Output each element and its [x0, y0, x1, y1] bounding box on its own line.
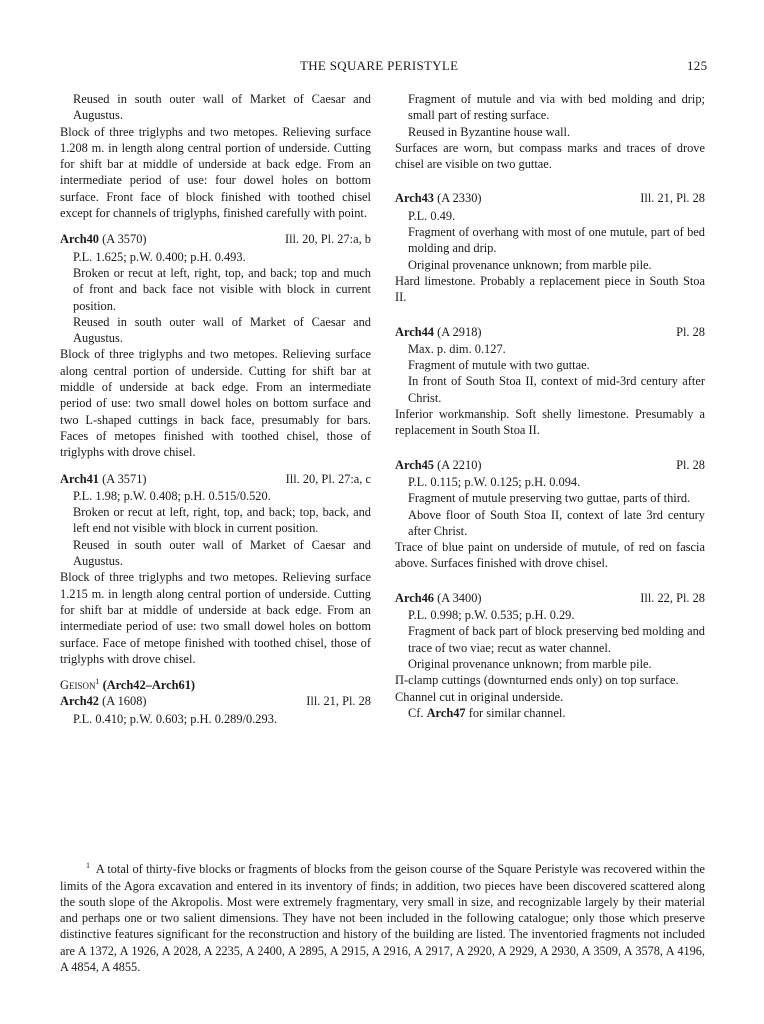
- entry-description: Fragment of mutule preserving two guttae, parts of third.: [408, 491, 691, 506]
- footnote-text: A total of thirty-five blocks or fragments of blocks from the geison course of the Square Peristyle was recovered within the limits of the Agora excavation and entered in its inventory of finds; in addition, two pieces have been discovered scattered along the south slope of the Akropolis. Most were extremely fragmentary, very small in size, and recognizable largely by their material and perhaps one or two salient dimensions. They have not been included in the following catalogue; only those which preserve distinctive features significant for the reconstruction and history of the building are listed. The inventoried fragments not included are A 1372, A 1926, A 2028, A 2235, A 2400, A 2895, A 2915, A 2916, A 2917, A 2920, A 2929, A 2930, A 3509, A 3578, A 4196, A 4854, A 4855.: [60, 862, 705, 975]
- catalogue-id: Arch43: [395, 191, 435, 206]
- plate-reference: Ill. 22, Pl. 28: [640, 590, 705, 605]
- cf-prefix: Cf.: [408, 705, 424, 720]
- entry-condition: Broken or recut at left, right, top, and back; top and much of front and back face not visible with block in current position.: [73, 265, 371, 313]
- catalogue-heading-arch46: [395, 590, 705, 606]
- section-label: Geison: [60, 678, 96, 693]
- entry-remarks: Channel cut in original underside.: [395, 689, 564, 704]
- plate-reference: Ill. 20, Pl. 27:a, c: [285, 471, 371, 486]
- entry-remarks: Surfaces are worn, but compass marks and traces of drove chisel are visible on two guttae.: [395, 140, 705, 172]
- inventory-number: (A 2210): [437, 457, 482, 472]
- entry-dimensions: P.L. 0.410; p.W. 0.603; p.H. 0.289/0.293.: [73, 711, 277, 726]
- plate-reference: Ill. 21, Pl. 28: [640, 191, 705, 206]
- footnote: [60, 861, 705, 975]
- entry-description: Block of three triglyphs and two metopes. Relieving surface 1.208 m. in length along central portion of underside. Cutting for shift bar at middle of underside at back edge. From an intermediate period of use: four dowel holes on bottom surface. Front face of block finished with toothed chisel except for channels of triglyphs, finished carefully with point.: [60, 124, 371, 221]
- inventory-number: (A 1608): [102, 694, 147, 709]
- entry-reuse: Reused in south outer wall of Market of Caesar and Augustus.: [73, 537, 371, 569]
- entry-dimensions: P.L. 1.625; p.W. 0.400; p.H. 0.493.: [73, 249, 246, 264]
- catalogue-id: Arch46: [395, 590, 435, 605]
- entry-remarks: Π-clamp cuttings (downturned ends only) on top surface.: [395, 673, 679, 688]
- inventory-number: (A 2918): [437, 324, 482, 339]
- plate-reference: Ill. 21, Pl. 28: [306, 694, 371, 709]
- inventory-number: (A 3400): [437, 590, 482, 605]
- entry-reuse: Reused in south outer wall of Market of Caesar and Augustus.: [73, 92, 371, 123]
- catalogue-id: Arch45: [395, 457, 435, 472]
- catalogue-id: Arch44: [395, 324, 435, 339]
- entry-dimensions: Max. p. dim. 0.127.: [408, 341, 506, 356]
- left-column: [60, 91, 371, 727]
- section-heading-geison: [60, 677, 371, 693]
- catalogue-heading-arch42: [60, 693, 371, 709]
- entry-provenance: In front of South Stoa II, context of mid-3rd century after Christ.: [408, 374, 705, 405]
- entry-remarks: Hard limestone. Probably a replacement piece in South Stoa II.: [395, 273, 705, 305]
- entry-dimensions: P.L. 0.998; p.W. 0.535; p.H. 0.29.: [408, 608, 575, 623]
- cf-suffix: for similar channel.: [468, 705, 566, 720]
- catalogue-heading-arch45: [395, 457, 705, 473]
- entry-provenance: Original provenance unknown; from marble pile.: [408, 257, 652, 272]
- entry-description: Block of three triglyphs and two metopes. Relieving surface along central portion of underside. Cutting for shift bar at middle of underside at back edge. From an intermediate period of use: two small dowel holes on bottom surface and two L-shaped cuttings in back face, presumably for bars. Faces of metopes finished with toothed chisel, those of triglyphs with drove chisel.: [60, 347, 371, 460]
- page-number: 125: [687, 58, 708, 73]
- catalogue-heading-arch40: [60, 231, 371, 247]
- entry-reuse: Reused in Byzantine house wall.: [408, 124, 571, 139]
- plate-reference: Pl. 28: [676, 324, 705, 339]
- entry-remarks: Trace of blue paint on underside of mutule, of red on fascia above. Surfaces finished with drove chisel.: [395, 540, 705, 571]
- running-title: THE SQUARE PERISTYLE: [300, 58, 459, 73]
- inventory-number: (A 3570): [102, 232, 147, 247]
- entry-description-cont: Fragment of mutule and via with bed molding and drip; small part of resting surface.: [408, 92, 705, 123]
- inventory-number: (A 3571): [102, 471, 147, 486]
- entry-description: Fragment of mutule with two guttae.: [408, 358, 590, 373]
- entry-condition: Broken or recut at left, right, top, and back; top, back, and left end not visible with block in current position.: [73, 505, 371, 536]
- footnote-marker: 1: [95, 676, 100, 686]
- entry-description: Fragment of overhang with most of one mutule, part of bed molding and drip.: [408, 225, 705, 256]
- cross-reference: [395, 705, 705, 721]
- plate-reference: Pl. 28: [676, 457, 705, 472]
- plate-reference: Ill. 20, Pl. 27:a, b: [284, 232, 371, 247]
- right-column: [395, 91, 705, 721]
- entry-remarks: Inferior workmanship. Soft shelly limestone. Presumably a replacement in South Stoa II.: [395, 407, 705, 438]
- entry-description: Fragment of back part of block preserving bed molding and trace of two viae; recut as water channel.: [408, 624, 705, 655]
- catalogue-heading-arch41: [60, 471, 371, 487]
- entry-description: Block of three triglyphs and two metopes. Relieving surface 1.215 m. in length along central portion of underside. Cutting for shift bar at middle of underside at back edge. From an intermediate period of use: two small dowel holes on bottom surface. Face of metope finished with toothed chisel, those of triglyphs with drove chisel.: [60, 570, 371, 666]
- entry-provenance: Above floor of South Stoa II, context of late 3rd century after Christ.: [408, 507, 705, 538]
- entry-provenance: Original provenance unknown; from marble pile.: [408, 656, 652, 671]
- footnote-marker: 1: [86, 861, 90, 871]
- catalogue-heading-arch44: [395, 324, 705, 340]
- catalogue-id: Arch40: [60, 232, 100, 247]
- inventory-number: (A 2330): [437, 191, 482, 206]
- section-range: (Arch42–Arch61): [102, 678, 196, 693]
- entry-dimensions: P.L. 0.115; p.W. 0.125; p.H. 0.094.: [408, 474, 581, 489]
- entry-reuse: Reused in south outer wall of Market of Caesar and Augustus.: [73, 314, 371, 346]
- entry-dimensions: P.L. 0.49.: [408, 208, 456, 223]
- catalogue-id: Arch41: [60, 471, 100, 486]
- entry-dimensions: P.L. 1.98; p.W. 0.408; p.H. 0.515/0.520.: [73, 488, 271, 503]
- catalogue-heading-arch43: [395, 190, 705, 206]
- catalogue-id: Arch42: [60, 694, 100, 709]
- cf-catalogue-id: Arch47: [426, 705, 466, 720]
